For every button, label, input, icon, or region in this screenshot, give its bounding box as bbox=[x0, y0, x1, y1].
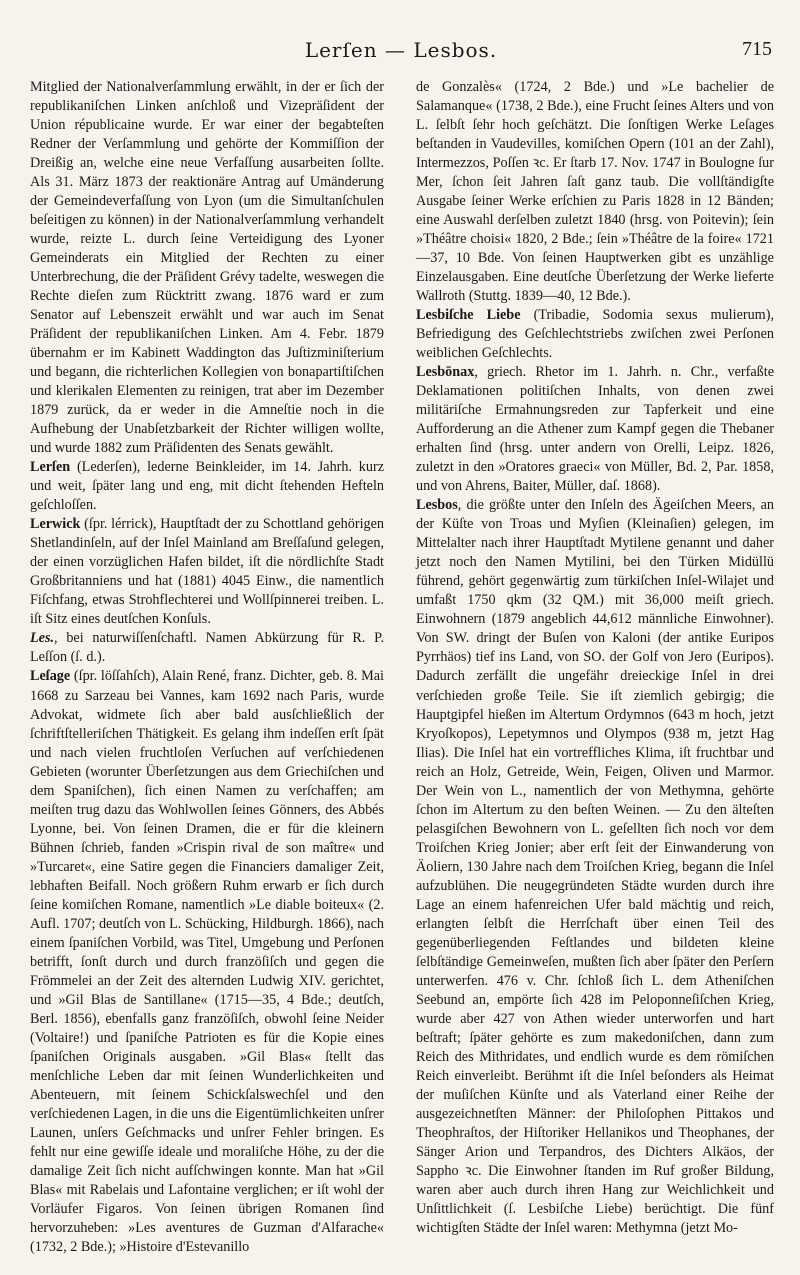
page-header bbox=[30, 38, 772, 68]
entry-keyword: Les. bbox=[30, 630, 55, 647]
entry-keyword: Lesbiſche Liebe bbox=[416, 307, 521, 324]
entry-text: (ſpr. lérrick), Hauptſtadt der zu Schottland gehörigen Shetlandinſeln, auf der Inſel Mainland am Breſſaſund gelegen, der einen vorzüglichen Hafen bildet, iſt die nördlichſte Stadt Großbritanniens und hat (1881) 4045 Einw., die namentlich Fiſchfang, etwas Strohflechterei und Wollſpinnerei treiben. L. iſt Sitz eines deutſchen Konſuls. bbox=[30, 516, 384, 628]
entry-keyword: Lesbos bbox=[416, 497, 458, 514]
entry-text: (Lederſen), lederne Beinkleider, im 14. Jahrh. kurz und weit, ſpäter lang und eng, mit dicht ſtehenden Hefteln geſchloſſen. bbox=[30, 459, 384, 514]
entry-text: , die größte unter den Inſeln des Ägeiſchen Meers, an der Küſte von Troas und Myſien (Kleinaſien) gelegen, im Mittelalter nach ihrer Hauptſtadt Mytilene genannt und daher jetzt noch den Namen Mytilini, bei den Türken Midüllü führend, gehört gegenwärtig zum türkiſchen Inſel-Wilajet und umfaßt 1750 qkm (32 QM.) mit 36,000 meiſt griech. Einwohnern (1879 angeblich 44,612 männliche Einwohner). Von SW. dringt der Buſen von Kaloni (der antike Euripos Pyrrhäos) tief ins Land, von SO. der Golf von Jero (Euripos). Dadurch zerfällt die ungefähr dreieckige Inſel in drei verſchieden große Teile. Sie iſt ziemlich gebirgig; die Hauptgipfel hießen im Altertum Ordymnos (643 m hoch, jetzt Kryoſkopos), Lepetymnos und Olympos (938 m, jetzt Hag Ilias). Die Inſel hat ein vortreffliches Klima, iſt fruchtbar und reich an Holz, Getreide, Wein, Feigen, Oliven und Marmor. Der Wein von L., namentlich der von Methymna, gehörte ſchon im Altertum zu den beſten Weinen. — Zu den älteſten pelasgiſchen Bewohnern von L. geſellten ſich noch vor dem Troiſchen Krieg Jonier; aber erſt ſeit der Einwanderung von Äoliern, 130 Jahre nach dem Troiſchen Krieg, begann die Inſel aufzublühen. Die neugegründeten Städte wurden durch ihre Lage an einem hafenreichen Ufer bald mächtig und reich, erlangten ſelbſt die Herrſchaft über einen Teil des gegenüberliegenden Feſtlandes und bildeten kleine ſelbſtändige Gemeinweſen, mußten ſich aber ſpäter den Perſern unterwerfen. 476 v. Chr. ſchloß ſich L. dem Atheniſchen Seebund an, empörte ſich 428 im Peloponneſiſchen Krieg, wurde aber 427 von Athen wieder unterworfen und hart beſtraft; ſpäter gehörte es zum makedoniſchen, dann zum Reich des Mithridates, und endlich wurde es dem römiſchen Reich einverleibt. Berühmt iſt die Inſel beſonders als Heimat der muſiſchen Künſte und als Vaterland einer Reihe der ausgezeichnetſten Männer: der Philoſophen Pittakos und Theophraſtos, der Hiſtoriker Hellanikos und Theophanes, der Sänger Arion und Terpandros, des Dichters Alkäos, der Sappho ꝛc. Die Einwohner ſtanden im Ruf großer Bildung, waren aber auch durch ihren Hang zur Weichlichkeit und Unſittlichkeit (ſ. Lesbiſche Liebe) berüchtigt. Die fünf wichtigſten Städte der Inſel waren: Methymna (jetzt Mo- bbox=[416, 497, 774, 1236]
entry-lesbische-liebe bbox=[416, 306, 774, 363]
entry-lersen bbox=[30, 458, 384, 515]
running-title: Lerſen — Lesbos. bbox=[304, 38, 498, 62]
entry-lesbonax bbox=[416, 363, 774, 496]
entry-lesage bbox=[30, 667, 384, 1256]
entry-keyword: Lerſen bbox=[30, 459, 71, 476]
entry-text: (Tribadie, Sodomia sexus mulierum), Befriedigung des Geſchlechtstriebs zwiſchen zwei Perſonen weiblichen Geſchlechts. bbox=[416, 307, 774, 362]
entry-text: Mitglied der Nationalverſammlung erwählt, in der er ſich der republikaniſchen Linken anſchloß und Vizepräſident der Union républicaine wurde. Er war einer der begabteſten Redner der Verſammlung und gehörte der Kommiſſion der Dreißig an, welche eine neue Verfaſſung ausarbeiten ſollte. Als 31. März 1873 der reaktionäre Antrag auf Umänderung der Gemeindeverfaſſung von Lyon (um die Simultanſchulen beſeitigen zu können) in der Nationalverſammlung verhandelt wurde, reizte L. durch ſeine Verteidigung des Lyoner Gemeinderats ein Mitglied der Rechten zu einer Unterbrechung, die der Präſident Grévy tadelte, weswegen die Rechte dieſen zum Rücktritt zwang. 1876 ward er zum Senator auf Lebenszeit erwählt und war auch im Senat Präſident der republikaniſchen Linken. Am 4. Febr. 1879 übernahm er im Kabinett Waddington das Juſtizminiſterium und begann, die richterlichen Kollegien von bonapartiſtiſchen und klerikalen Elementen zu reinigen, trat aber im Dezember 1879 zurück, da er weder in die Amneſtie noch in die Aufhebung der Unabſetzbarkeit der Richter willigen wollte, und wurde 1882 zum Präſidenten des Senats gewählt. bbox=[30, 79, 384, 457]
entry-lesbos bbox=[416, 496, 774, 1238]
right-column bbox=[416, 78, 774, 1238]
entry-text: de Gonzalès« (1724, 2 Bde.) und »Le bachelier de Salamanque« (1738, 2 Bde.), eine Frucht ſeines Alters und von L. ſelbſt ſehr hoch geſchätzt. Die ſonſtigen Werke Leſages beſtanden in Vaudevilles, komiſchen Opern (101 an der Zahl), Intermezzos, Poſſen ꝛc. Er ſtarb 17. Nov. 1747 in Boulogne ſur Mer, ſchon ſeit Jahren ſaſt ganz taub. Die vollſtändigſte Ausgabe ſeiner Werke erſchien zu Paris 1828 in 12 Bänden; eine Auswahl derſelben zuletzt 1840 (hrsg. von Poitevin); ſein »Théâtre choisi« 1820, 2 Bde.; ſein »Théâtre de la foire« 1721—37, 10 Bde. Von ſeinen Hauptwerken gibt es unzählige Einzelausgaben. Eine deutſche Überſetzung der Werke lieferte Wallroth (Stuttg. 1839—40, 12 Bde.). bbox=[416, 79, 774, 305]
left-column bbox=[30, 78, 384, 1257]
page-number: 715 bbox=[742, 38, 772, 60]
entry-keyword: Leſage bbox=[30, 668, 71, 685]
entry-les bbox=[30, 629, 384, 667]
entry-text: , bei naturwiſſenſchaftl. Namen Abkürzung für R. P. Leſſon (ſ. d.). bbox=[30, 630, 384, 666]
entry-continuation bbox=[30, 78, 384, 458]
entry-text: (ſpr. löſſahſch), Alain René, franz. Dichter, geb. 8. Mai 1668 zu Sarzeau bei Vannes, kam 1692 nach Paris, wurde Advokat, widmete ſich aber bald ausſchließlich der ſchriftſtelleriſchen Thätigkeit. Es gelang ihm indeſſen erſt ſpät und nach vielen fruchtloſen Verſuchen auf verſchiedenen Gebieten (worunter Überſetzungen aus dem Griechiſchen und dem Spaniſchen), ſich einen Namen zu verſchaffen; am meiſten trug dazu das Wohlwollen ſeines Gönners, des Abbés Lyonne, bei. Von ſeinen Dramen, die er für die kleinern Bühnen ſchrieb, fanden »Crispin rival de son maître« und »Turcaret«, eine Satire gegen die Financiers damaliger Zeit, lebhaften Beifall. Noch größern Ruhm erwarb er ſich durch ſeine komiſchen Romane, namentlich »Le diable boiteux« (2. Aufl. 1707; deutſch von L. Schücking, Hildburgh. 1866), nach einem ſpaniſchen Vorbild, was Titel, Umgebung und Perſonen betrifft, ſonſt durch und durch franzöſiſch und gegen die Frömmelei an der Zeit des alternden Ludwig XIV. gerichtet, und »Gil Blas de Santillane« (1715—35, 4 Bde.; deutſch, Berl. 1856), ebenfalls ganz franzöſiſch, obwohl ſeine Neider (Voltaire!) und ſpaniſche Patrioten es für die Kopie eines ſpaniſchen Originals ausgaben. »Gil Blas« ſtellt das menſchliche Leben dar mit ſeinen Wunderlichkeiten und Abenteuern, mit ſeinem Schickſalswechſel und den verſchiedenen Lagen, in die uns die Eigentümlichkeiten unſrer Launen, unſers Geſchmacks und unſrer Fehler bringen. Es fehlt nur eine gewiſſe ideale und moraliſche Höhe, zu der die damalige Zeit ſich nicht aufſchwingen konnte. Man hat »Gil Blas« mit Rabelais und Lafontaine verglichen; er iſt wohl der Vorläufer Figaros. Von ſeinen übrigen Romanen ſind hervorzuheben: »Les aventures de Guzman d'Alfarache« (1732, 2 Bde.); »Histoire d'Estevanillo bbox=[30, 668, 384, 1255]
entry-continuation bbox=[416, 78, 774, 306]
entry-keyword: Lesbōnax bbox=[416, 364, 475, 381]
entry-text: , griech. Rhetor im 1. Jahrh. n. Chr., verfaßte Deklamationen politiſchen Inhalts, von denen zwei militäriſche Ermahnungsreden zur Tapferkeit und eine Aufforderung an die Athener zum Kampf gegen die Thebaner erhalten ſind (hrsg. unter andern von Orelli, Leipz. 1826, zuletzt in den »Oratores graeci« von Müller, Bd. 2, Par. 1858, und von Ahrens, Baiter, Müller, daſ. 1868). bbox=[416, 364, 774, 495]
entry-keyword: Lerwick bbox=[30, 516, 81, 533]
entry-lerwick bbox=[30, 515, 384, 629]
